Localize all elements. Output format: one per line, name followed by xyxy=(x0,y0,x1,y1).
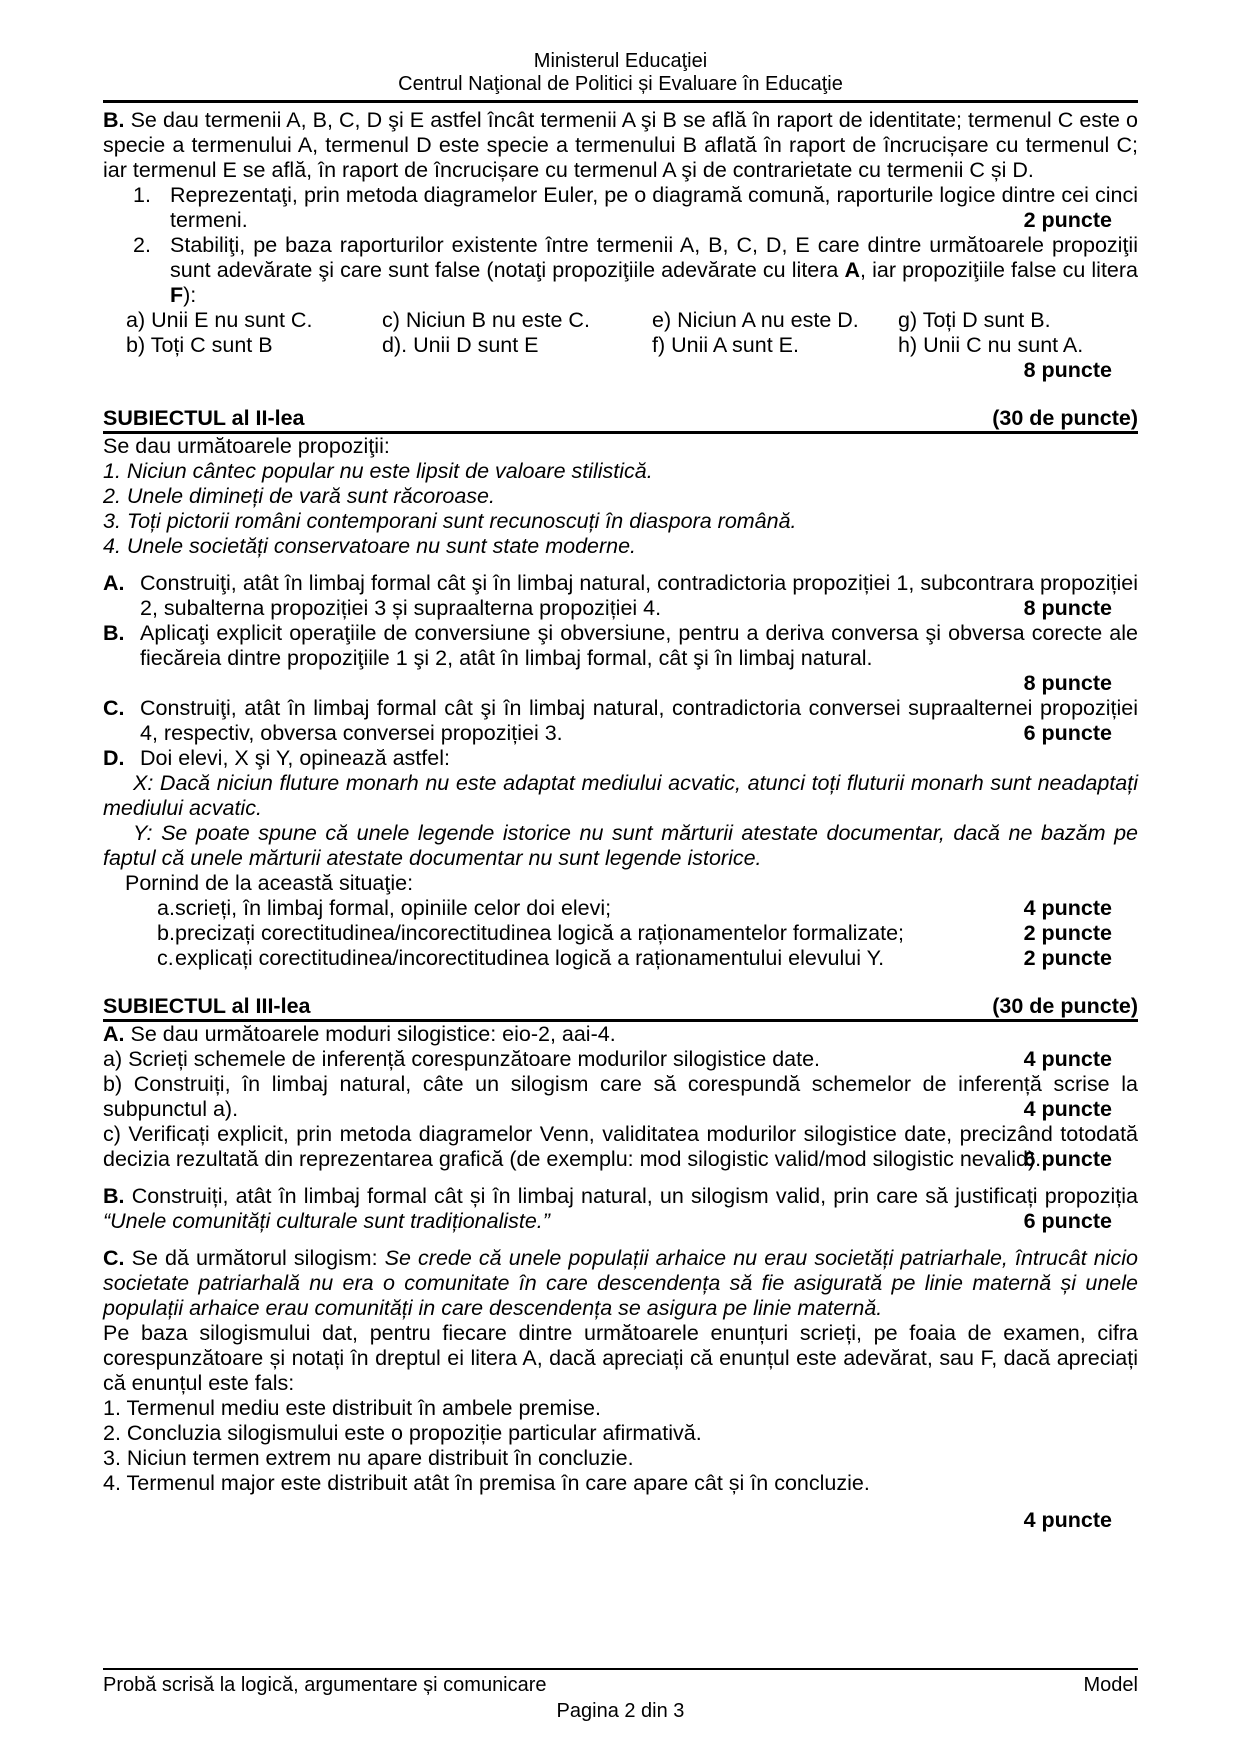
prop-e: e) Niciun A nu este D. xyxy=(652,308,859,332)
subject3-c-syllogism: Se crede că unele populații arhaice nu erau societăți patriarhale, întrucât nicio societate patriarhală nu era o comunitate în care descendența să fie asigurată pe linie maternă și unele populații arhaice erau comunități in care descendența se asigura pe linie maternă. xyxy=(103,1246,1138,1320)
subject3-task-c xyxy=(103,1246,1138,1321)
subject2-title: SUBIECTUL al II-lea xyxy=(103,406,305,430)
subject3-b-points: 6 puncte xyxy=(1023,1209,1112,1233)
subject3-points: 4 puncte xyxy=(1023,1508,1112,1532)
subject3-item-c-text: c) Verificați explicit, prin metoda diagramelor Venn, validitatea modurilor silogistice date, precizând totodată decizia rezultată din reprezentarea grafică (de exemplu: mod silogistic valid/mod silogistic nevalid). xyxy=(103,1122,1138,1171)
prop-f: f) Unii A sunt E. xyxy=(652,333,799,357)
proposition-2: 2. Unele dimineți de vară sunt răcoroase. xyxy=(103,484,495,508)
subject3-b-label: B. xyxy=(103,1184,125,1208)
task-a-label: A. xyxy=(103,571,125,595)
subitem-b-points: 2 puncte xyxy=(1023,921,1112,945)
item-2-letter-a: A xyxy=(844,258,861,282)
header-ministry: Ministerul Educaţiei xyxy=(533,50,708,72)
subject3-item-a-points: 4 puncte xyxy=(1023,1047,1112,1071)
part-b-paragraph xyxy=(103,108,1138,183)
task-b-text: Aplicaţi explicit operaţiile de conversiune şi obversiune, pentru a deriva conversa şi obversa corecte ale fiecăreia dintre propoziţiile 1 şi 2, atât în limbaj formal, cât şi în limbaj natural. xyxy=(140,621,1138,670)
prop-d: d). Unii D sunt E xyxy=(382,333,539,357)
subitem-a-text: scrieți, în limbaj formal, opiniile celor doi elevi; xyxy=(175,896,612,920)
subject3-a-label: A. xyxy=(103,1022,125,1046)
subject2-intro: Se dau următoarele propoziţii: xyxy=(103,434,390,458)
subject2-task-b xyxy=(103,621,1138,671)
subject2-propositions xyxy=(103,459,1138,559)
subject3-item-c-points: 6 puncte xyxy=(1023,1147,1112,1171)
subject3-item-c xyxy=(103,1122,1138,1172)
subitem-c-text: explicați corectitudinea/incorectitudinea logică a raționamentului elevului Y. xyxy=(175,946,885,970)
subject3-item-b-points: 4 puncte xyxy=(1023,1097,1112,1121)
subitem-b-number: b. xyxy=(157,921,175,945)
item-1-number: 1. xyxy=(133,183,151,207)
statement-4: 4. Termenul major este distribuit atât în premisa în care apare cât și în concluzie. xyxy=(103,1471,870,1495)
proposition-3: 3. Toți pictorii români contemporani sunt recunoscuți în diaspora română. xyxy=(103,509,797,533)
subject3-c-intro: Se dă următorul silogism: xyxy=(131,1246,385,1270)
prop-g: g) Toți D sunt B. xyxy=(898,308,1051,332)
proposition-1: 1. Niciun cântec popular nu este lipsit de valoare stilistică. xyxy=(103,459,653,483)
subject3-instructions: Pe baza silogismului dat, pentru fiecare dintre următoarele enunțuri scrieți, pe foaia de examen, cifra corespunzătoare și notați în dreptul ei litera A, dacă apreciați că enunțul este adevărat, sau F, dacă apreciați că enunțul este fals: xyxy=(103,1321,1138,1395)
page-footer xyxy=(103,1668,1138,1723)
subject2-subitem-a xyxy=(103,896,1138,921)
header-center: Centrul Naţional de Politici și Evaluare în Educaţie xyxy=(398,73,843,95)
subject2-situation: Pornind de la această situaţie: xyxy=(125,871,414,895)
item-2-number: 2. xyxy=(133,233,151,257)
task-b-points: 8 puncte xyxy=(1023,671,1112,695)
subject3-item-a xyxy=(103,1047,1138,1072)
subject3-b-text: Construiți, atât în limbaj formal cât și în limbaj natural, un silogism valid, prin care să justificați propoziția xyxy=(131,1184,1138,1208)
part-b-label: B. xyxy=(103,108,125,132)
task-c-points: 6 puncte xyxy=(1023,721,1112,745)
propositions-grid xyxy=(103,308,1138,358)
subject3-b-quote: “Unele comunități culturale sunt tradiționaliste.” xyxy=(103,1209,550,1233)
part-b-item-1 xyxy=(103,183,1138,233)
page-header xyxy=(103,50,1138,103)
page-content xyxy=(103,108,1138,1533)
subject3-item-b xyxy=(103,1072,1138,1122)
student-x-opinion: X: Dacă niciun fluture monarh nu este adaptat mediului acvatic, atunci toți fluturii monarh sunt neadaptați mediului acvatic. xyxy=(103,771,1138,820)
prop-c: c) Niciun B nu este C. xyxy=(382,308,590,332)
statement-3: 3. Niciun termen extrem nu apare distribuit în concluzie. xyxy=(103,1446,634,1470)
item-1-points: 2 puncte xyxy=(1023,208,1112,232)
task-a-points: 8 puncte xyxy=(1023,596,1112,620)
subitem-a-number: a. xyxy=(157,896,175,920)
task-c-text: Construiţi, atât în limbaj formal cât şi în limbaj natural, contradictoria conversei supraalternei propoziției 4, respectiv, obversa conversei propoziției 3. xyxy=(140,696,1138,745)
task-a-text: Construiţi, atât în limbaj formal cât şi în limbaj natural, contradictoria propoziției 1, subcontrara propoziției 2, subalterna propoziției 3 și supraalterna propoziției 4. xyxy=(140,571,1138,620)
footer-row xyxy=(103,1673,1138,1697)
item-2-letter-f: F xyxy=(170,283,184,307)
footer-model-label: Model xyxy=(1083,1674,1138,1696)
part-b-text: Se dau termenii A, B, C, D şi E astfel încât termenii A şi B se află în raport de identitate; termenul C este o specie a termenului A, termenul D este specie a termenului B aflată în raport de încrucișare cu termenul C; iar termenul E se află, în raport de încrucișare cu termenul A şi de contrarietate cu termenii C și D. xyxy=(103,108,1138,182)
subject2-task-c xyxy=(103,696,1138,746)
subject2-subitem-c xyxy=(103,946,1138,971)
subitem-a-points: 4 puncte xyxy=(1023,896,1112,920)
proposition-4: 4. Unele societăți conservatoare nu sunt state moderne. xyxy=(103,534,637,558)
student-y-opinion: Y: Se poate spune că unele legende istorice nu sunt mărturii atestate documentar, dacă ne bazăm pe faptul că unele mărturii atestate documentar nu sunt legende istorice. xyxy=(103,821,1138,870)
item-2-text-2: , iar propoziţiile false cu litera xyxy=(860,258,1138,282)
subject3-c-label: C. xyxy=(103,1246,125,1270)
subject3-task-b xyxy=(103,1184,1138,1234)
part-b-points: 8 puncte xyxy=(1023,358,1112,382)
item-1-text: Reprezentaţi, prin metoda diagramelor Euler, pe o diagramă comună, raporturile logice dintre cei cinci termeni. xyxy=(170,183,1138,232)
prop-h: h) Unii C nu sunt A. xyxy=(898,333,1084,357)
subject3-task-a-intro xyxy=(103,1022,1138,1047)
task-c-label: C. xyxy=(103,696,125,720)
task-b-label: B. xyxy=(103,621,125,645)
subject2-task-a xyxy=(103,571,1138,621)
item-2-text-1: Stabiliţi, pe baza raporturilor existente între termenii A, B, C, D, E care dintre următoarele propoziţii sunt adevărate şi care sunt false (notaţi propoziţiile adevărate cu litera xyxy=(170,233,1138,282)
subject2-task-d xyxy=(103,746,1138,771)
task-d-label: D. xyxy=(103,746,125,770)
subject3-title: SUBIECTUL al III-lea xyxy=(103,994,311,1018)
subitem-c-number: c. xyxy=(157,946,174,970)
prop-b: b) Toți C sunt B xyxy=(126,333,273,357)
subject3-a-text: Se dau următoarele moduri silogistice: eio-2, aai-4. xyxy=(130,1022,616,1046)
subitem-c-points: 2 puncte xyxy=(1023,946,1112,970)
task-d-text: Doi elevi, X şi Y, opinează astfel: xyxy=(140,746,450,770)
subject2-total-points: (30 de puncte) xyxy=(992,406,1138,430)
footer-page-number: Pagina 2 din 3 xyxy=(556,1700,685,1722)
subject3-item-a-text: a) Scrieți schemele de inferență corespunzătoare modurilor silogistice date. xyxy=(103,1047,821,1071)
item-2-text-3: ): xyxy=(183,283,197,307)
prop-a: a) Unii E nu sunt C. xyxy=(126,308,313,332)
subitem-b-text: precizați corectitudinea/incorectitudinea logică a raționamentelor formalizate; xyxy=(175,921,904,945)
subject3-statements xyxy=(103,1396,1138,1496)
footer-exam-name: Probă scrisă la logică, argumentare și comunicare xyxy=(103,1674,547,1696)
statement-1: 1. Termenul mediu este distribuit în ambele premise. xyxy=(103,1396,601,1420)
subject2-subitem-b xyxy=(103,921,1138,946)
subject3-heading xyxy=(103,994,1138,1022)
part-b-item-2 xyxy=(103,233,1138,308)
subject2-heading xyxy=(103,406,1138,434)
statement-2: 2. Concluzia silogismului este o propoziție particular afirmativă. xyxy=(103,1421,702,1445)
subject3-item-b-text: b) Construiți, în limbaj natural, câte un silogism care să corespundă schemelor de inferență scrise la subpunctul a). xyxy=(103,1072,1138,1121)
subject3-total-points: (30 de puncte) xyxy=(992,994,1138,1018)
